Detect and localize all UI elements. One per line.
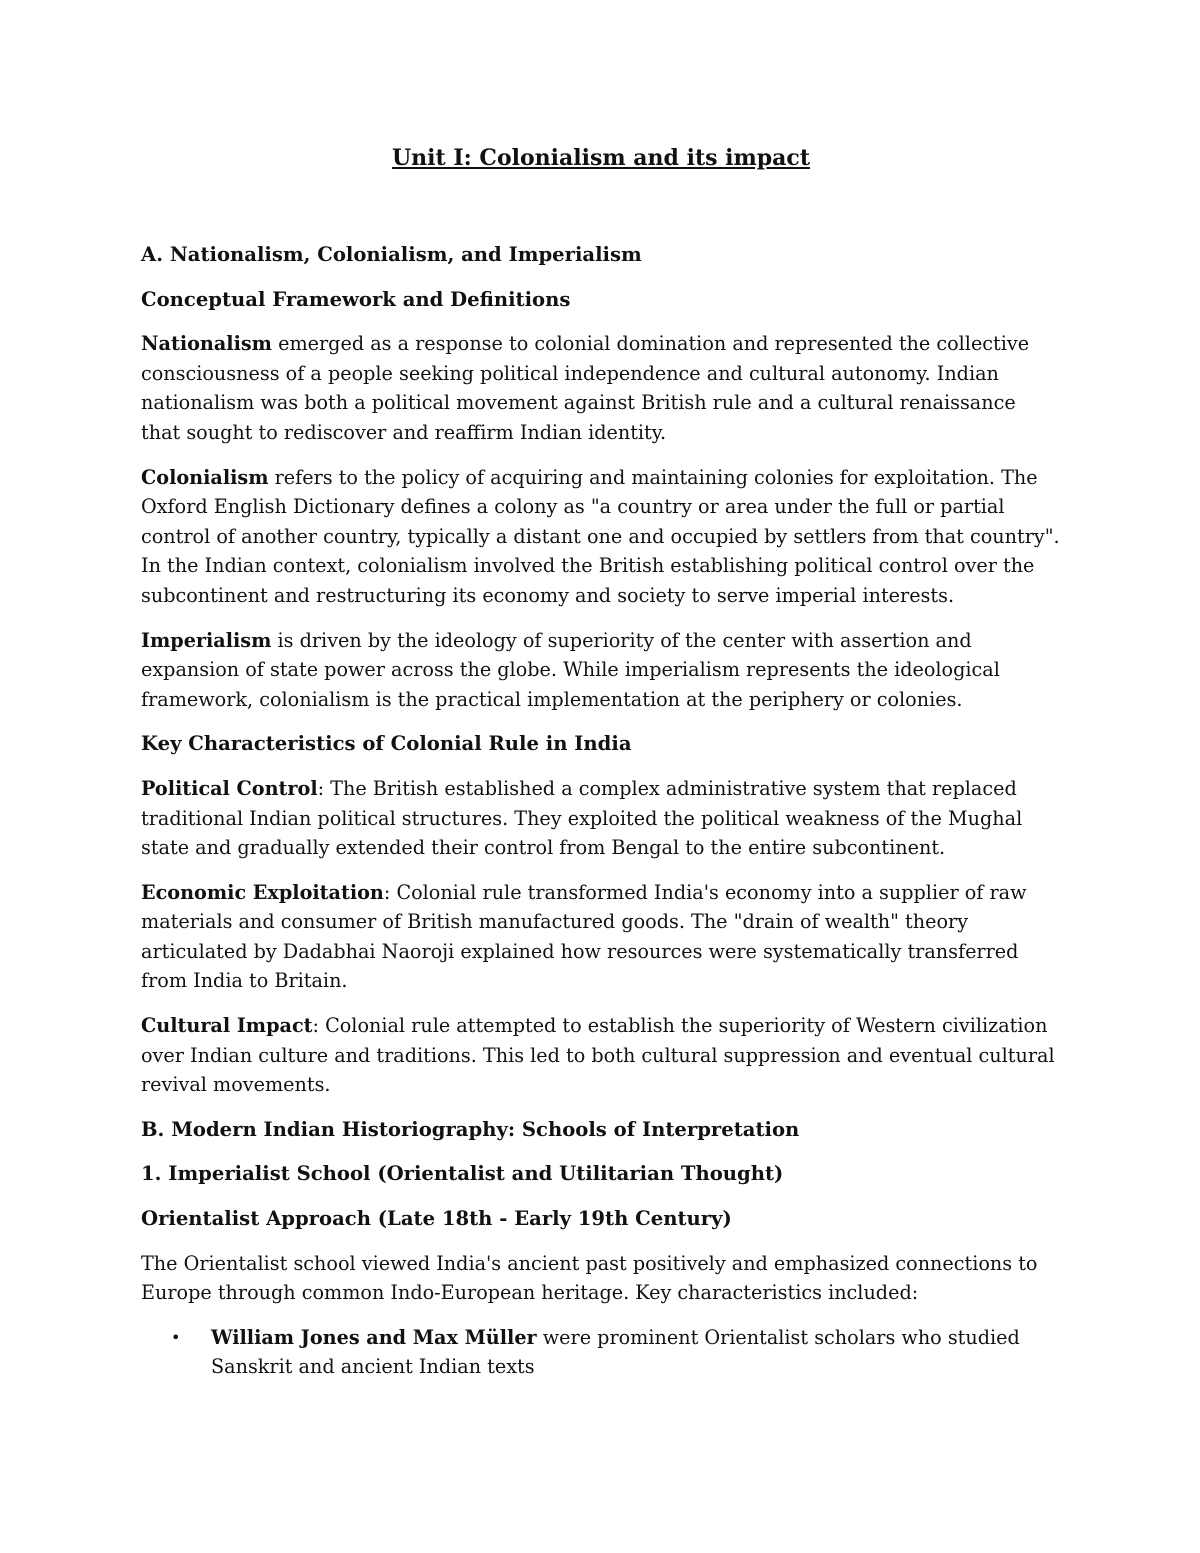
scholars-text: were prominent Orientalist scholars who studied Sanskrit and ancient Indian texts (211, 1325, 1020, 1379)
orientalist-bullet-list (141, 1323, 1061, 1382)
colonialism-paragraph (141, 463, 1061, 611)
colonialism-term: Colonialism (141, 465, 269, 489)
conceptual-framework-heading: Conceptual Framework and Definitions (141, 287, 571, 311)
nationalism-text: emerged as a response to colonial domination and represented the collective consciousness of a people seeking political independence and cultural autonomy. Indian nationalism was both a political movement against British rule and a cultural renaissance that sought to rediscover and reaffirm Indian identity. (141, 332, 1030, 444)
section-b-heading: B. Modern Indian Historiography: Schools of Interpretation (141, 1117, 800, 1141)
imperialism-text: is driven by the ideology of superiority of the center with assertion and expansion of state power across the globe. While imperialism represents the ideological framework, colonialism is the practical implementation at the periphery or colonies. (141, 628, 1000, 711)
orientalist-approach-heading: Orientalist Approach (Late 18th - Early 19th Century) (141, 1207, 732, 1231)
nationalism-paragraph (141, 329, 1061, 447)
scholars-term: William Jones and Max Müller (211, 1325, 537, 1349)
document-page (141, 142, 1061, 1382)
economic-exploitation-text: : Colonial rule transformed India's economy into a supplier of raw materials and consumer of British manufactured goods. The "drain of wealth" theory articulated by Dadabhai Naoroji explained how resources were systematically transferred from India to Britain. (141, 880, 1027, 993)
key-characteristics-heading: Key Characteristics of Colonial Rule in India (141, 732, 632, 756)
political-control-paragraph (141, 774, 1061, 863)
bullet-icon: • (171, 1327, 181, 1347)
section-a-heading: A. Nationalism, Colonialism, and Imperialism (141, 243, 642, 266)
colonialism-text: refers to the policy of acquiring and maintaining colonies for exploitation. The Oxford English Dictionary defines a colony as "a country or area under the full or partial control of another country, typically a distant one and occupied by settlers from that country". In the Indian context, colonialism involved the British establishing political control over the subcontinent and restructuring its economy and society to serve imperial interests. (141, 465, 1060, 607)
imperialist-school-heading: 1. Imperialist School (Orientalist and Utilitarian Thought) (141, 1162, 784, 1186)
economic-exploitation-paragraph (141, 878, 1061, 996)
list-item (141, 1323, 1061, 1382)
political-control-term: Political Control (141, 776, 318, 800)
cultural-impact-paragraph (141, 1011, 1061, 1100)
orientalist-intro-paragraph: The Orientalist school viewed India's ancient past positively and emphasized connections to Europe through common Indo-European heritage. Key characteristics included: (141, 1251, 1038, 1305)
imperialism-term: Imperialism (141, 628, 272, 652)
nationalism-term: Nationalism (141, 332, 272, 356)
political-control-text: : The British established a complex administrative system that replaced traditional Indian political structures. They exploited the political weakness of the Mughal state and gradually extended their control from Bengal to the entire subcontinent. (141, 776, 1023, 860)
imperialism-paragraph (141, 626, 1061, 715)
cultural-impact-text: : Colonial rule attempted to establish the superiority of Western civilization over Indian culture and traditions. This led to both cultural suppression and eventual cultural revival movements. (141, 1014, 1055, 1097)
cultural-impact-term: Cultural Impact (141, 1014, 313, 1038)
economic-exploitation-term: Economic Exploitation (141, 880, 384, 904)
page-title: Unit I: Colonialism and its impact (392, 145, 810, 171)
